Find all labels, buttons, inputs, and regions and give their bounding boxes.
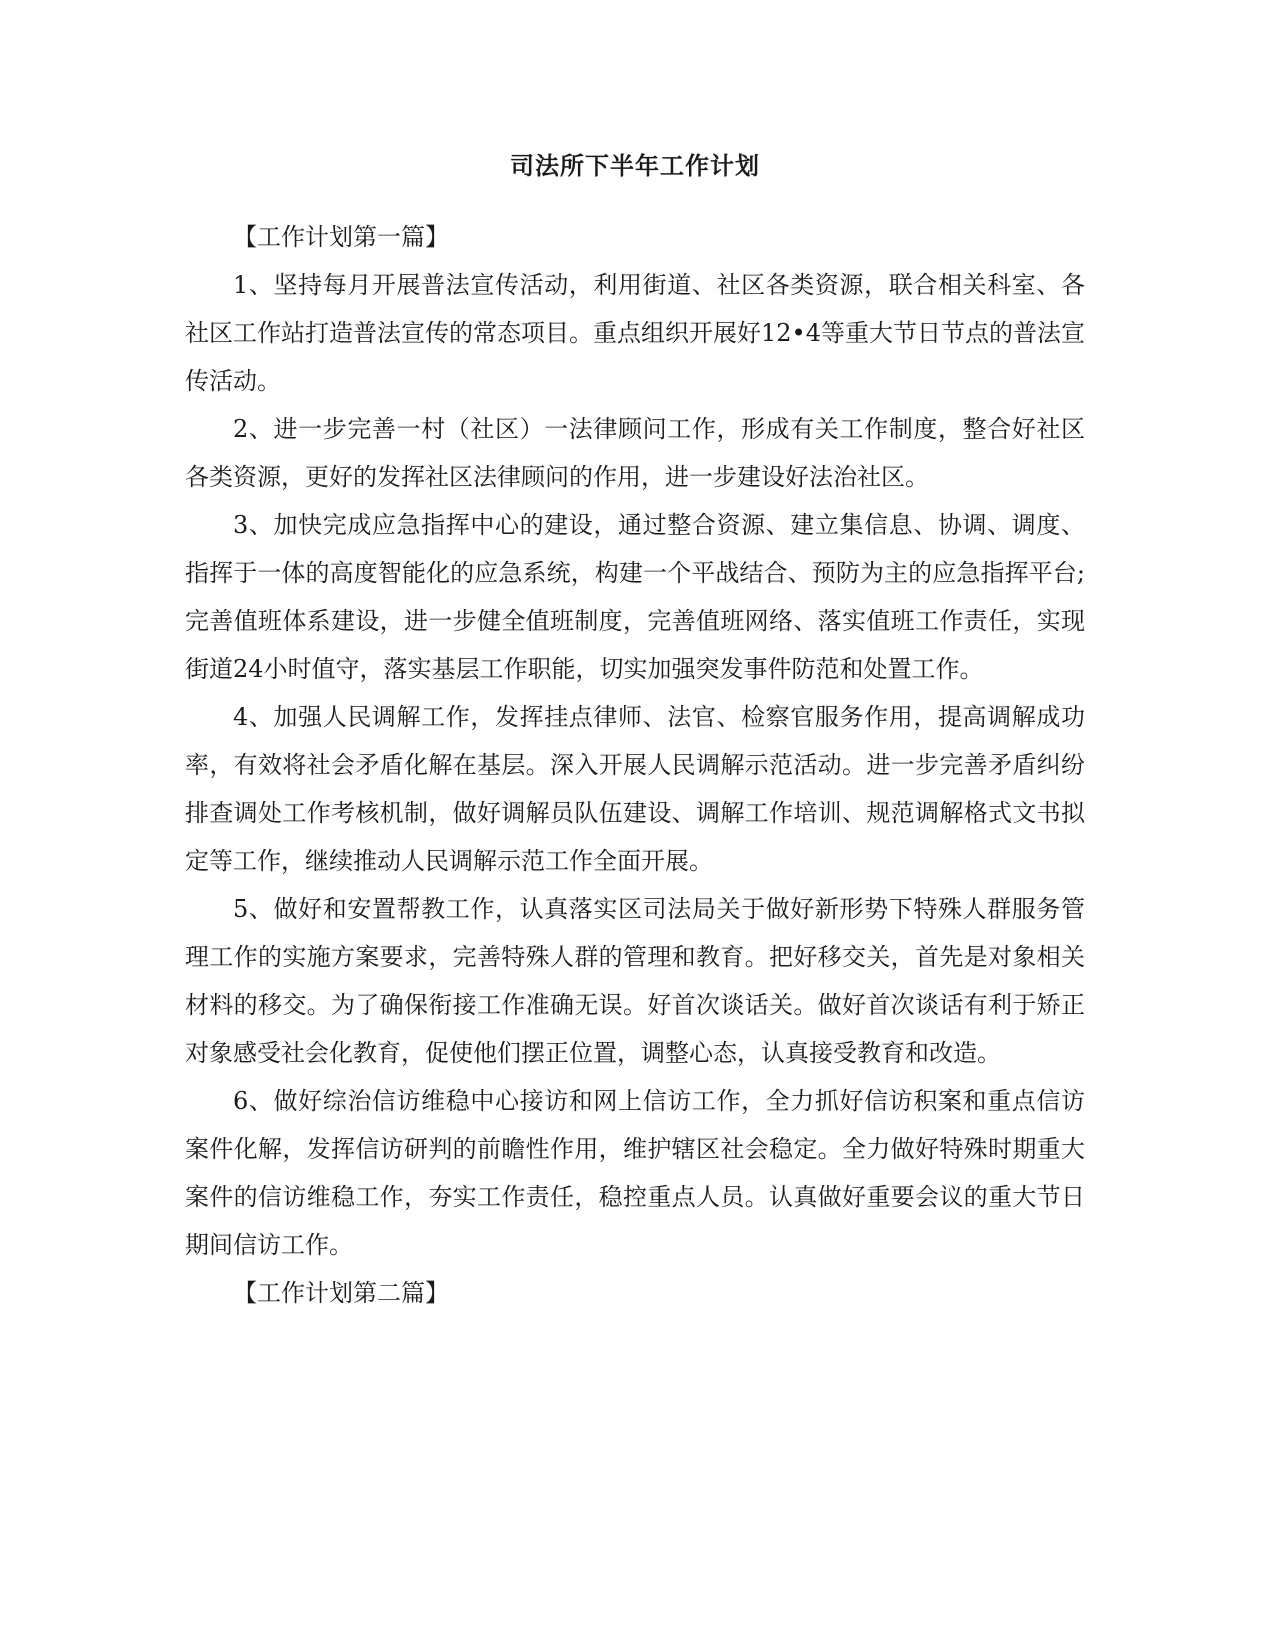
paragraph-item-6: 6、做好综治信访维稳中心接访和网上信访工作，全力抓好信访积案和重点信访案件化解，发挥信访研判的前瞻性作用，维护辖区社会稳定。全力做好特殊时期重大案件的信访维稳工作，夯实工作责任，稳控重点人员。认真做好重要会议的重大节日期间信访工作。 <box>185 1087 1085 1259</box>
paragraph-item-4: 4、加强人民调解工作，发挥挂点律师、法官、检察官服务作用，提高调解成功率，有效将社会矛盾化解在基层。深入开展人民调解示范活动。进一步完善矛盾纠纷排查调处工作考核机制，做好调解员队伍建设、调解工作培训、规范调解格式文书拟定等工作，继续推动人民调解示范工作全面开展。 <box>185 703 1085 875</box>
paragraph-item-1: 1、坚持每月开展普法宣传活动，利用街道、社区各类资源，联合相关科室、各社区工作站打造普法宣传的常态项目。重点组织开展好12•4等重大节日节点的普法宣传活动。 <box>185 271 1085 395</box>
document-title: 司法所下半年工作计划 <box>510 151 760 180</box>
document-body <box>185 213 1085 1317</box>
paragraph-item-3: 3、加快完成应急指挥中心的建设，通过整合资源、建立集信息、协调、调度、指挥于一体的高度智能化的应急系统，构建一个平战结合、预防为主的应急指挥平台;完善值班体系建设，进一步健全值班制度，完善值班网络、落实值班工作责任，实现街道24小时值守，落实基层工作职能，切实加强突发事件防范和处置工作。 <box>185 511 1085 683</box>
paragraph-item-5: 5、做好和安置帮教工作，认真落实区司法局关于做好新形势下特殊人群服务管理工作的实施方案要求，完善特殊人群的管理和教育。把好移交关，首先是对象相关材料的移交。为了确保衔接工作准确无误。好首次谈话关。做好首次谈话有利于矫正对象感受社会化教育，促使他们摆正位置，调整心态，认真接受教育和改造。 <box>185 895 1085 1067</box>
paragraph-item-2: 2、进一步完善一村（社区）一法律顾问工作，形成有关工作制度，整合好社区各类资源，更好的发挥社区法律顾问的作用，进一步建设好法治社区。 <box>185 415 1085 491</box>
section-heading-2: 【工作计划第二篇】 <box>233 1279 449 1307</box>
section-heading-1: 【工作计划第一篇】 <box>233 223 449 251</box>
